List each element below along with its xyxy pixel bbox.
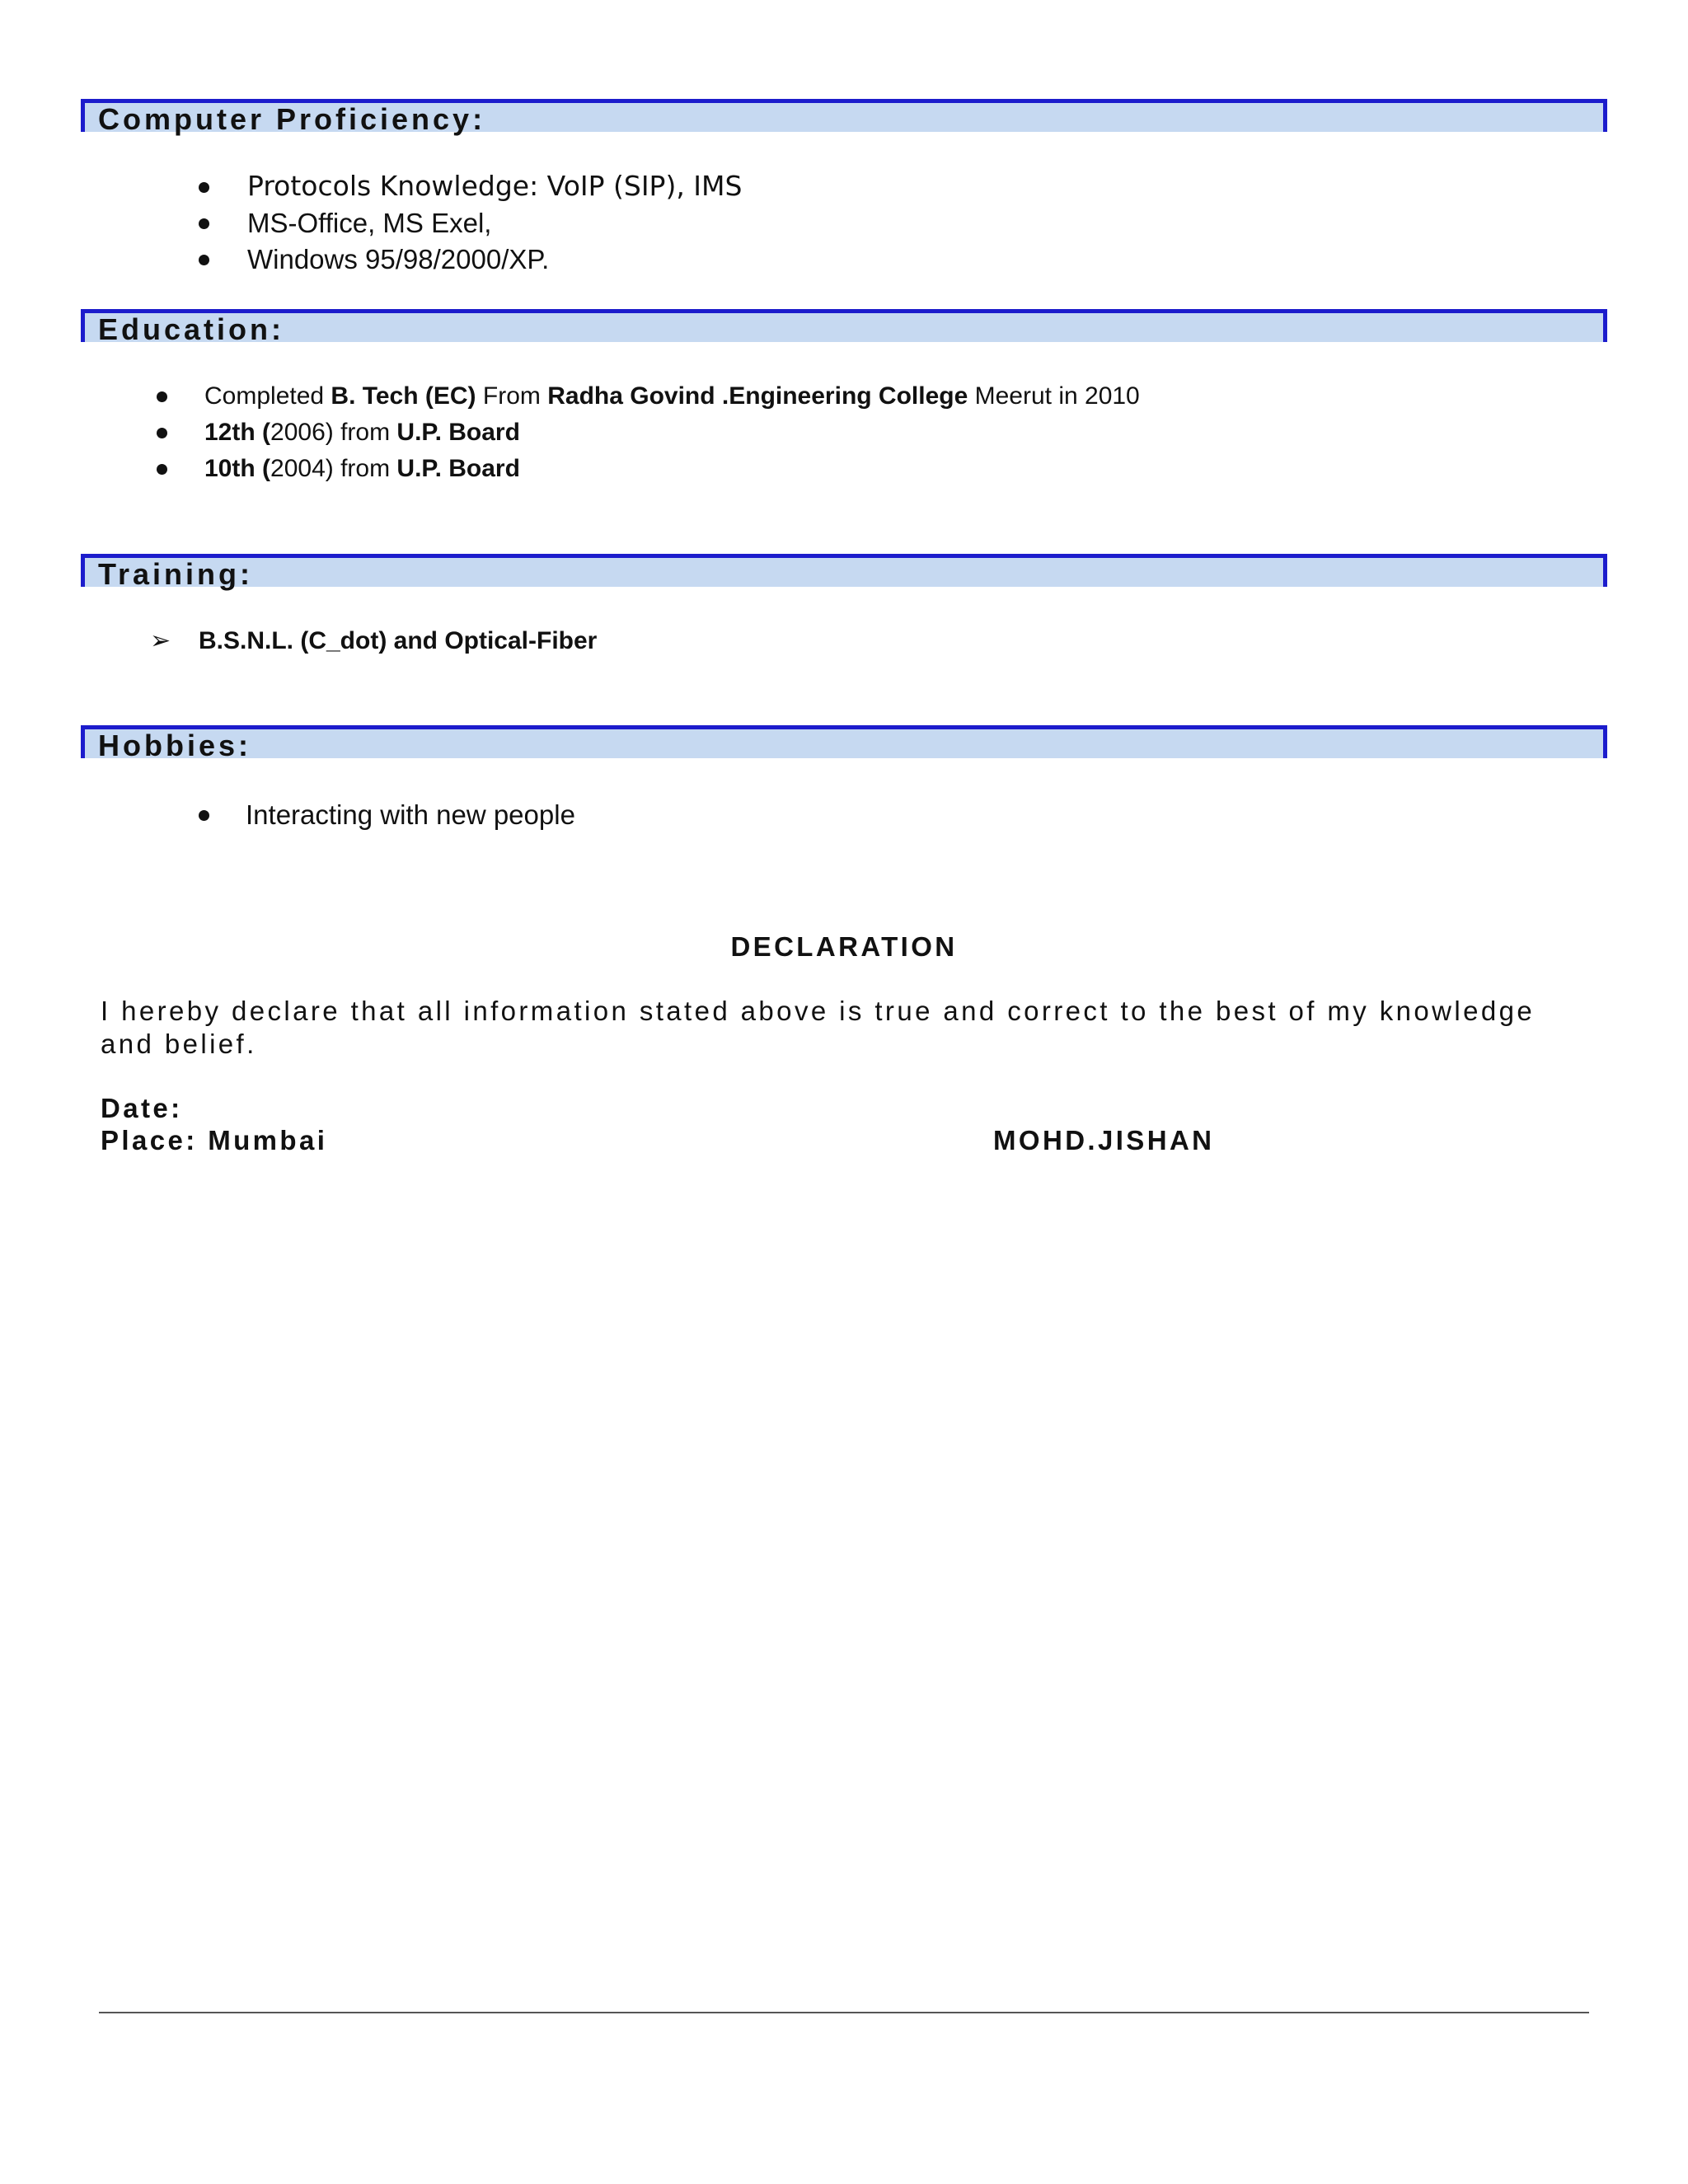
bullet-icon (157, 464, 167, 475)
list-item: MS-Office, MS Exel, (247, 208, 492, 238)
footer-divider (99, 2012, 1589, 2013)
arrow-bullet-icon: ➢ (150, 626, 171, 655)
list-item-hobby: Interacting with new people (246, 799, 575, 830)
text: Meerut in 2010 (968, 382, 1140, 410)
section-header-hobbies (81, 725, 1607, 762)
bullet-icon (199, 182, 209, 193)
section-heading: Computer Proficiency: (98, 102, 486, 136)
signature-name: MOHD.JISHAN (993, 1125, 1215, 1155)
list-item: Protocols Knowledge: VoIP (SIP), IMS (247, 170, 743, 202)
bullet-icon (199, 810, 209, 821)
text: From (476, 382, 548, 410)
bullet-icon (157, 391, 167, 402)
board: U.P. Board (396, 419, 520, 446)
section-header-education (81, 309, 1607, 346)
section-header-training (81, 554, 1607, 591)
list-item-training: B.S.N.L. (C_dot) and Optical-Fiber (199, 627, 598, 654)
declaration-title: DECLARATION (730, 931, 958, 962)
degree: B. Tech (EC) (331, 382, 476, 410)
board: U.P. Board (396, 455, 520, 482)
place-label: Place: Mumbai (101, 1125, 328, 1155)
text: 10th ( (204, 455, 271, 482)
list-item: Windows 95/98/2000/XP. (247, 244, 550, 274)
text: from (333, 419, 397, 446)
text: 2006) (270, 419, 334, 446)
bullet-icon (157, 428, 167, 438)
section-header-computer-proficiency (81, 99, 1607, 136)
bullet-icon (199, 218, 209, 229)
text: 12th ( (204, 419, 271, 446)
list-item-education-12th (204, 419, 520, 447)
list-item-education-degree (204, 382, 1140, 410)
college: Radha Govind .Engineering College (547, 382, 968, 410)
declaration-text-line2: and belief. (101, 1029, 257, 1059)
list-item-education-10th (204, 455, 520, 483)
declaration-text-line1: I hereby declare that all information stated above is true and correct to the best of my knowledge (101, 996, 1536, 1026)
text: 2004) (270, 455, 334, 482)
bullet-icon (199, 255, 209, 265)
date-label: Date: (101, 1093, 183, 1123)
section-heading: Training: (98, 557, 253, 591)
section-heading: Education: (98, 312, 284, 346)
text: Completed (204, 382, 331, 410)
text: from (333, 455, 397, 482)
section-heading: Hobbies: (98, 729, 252, 762)
